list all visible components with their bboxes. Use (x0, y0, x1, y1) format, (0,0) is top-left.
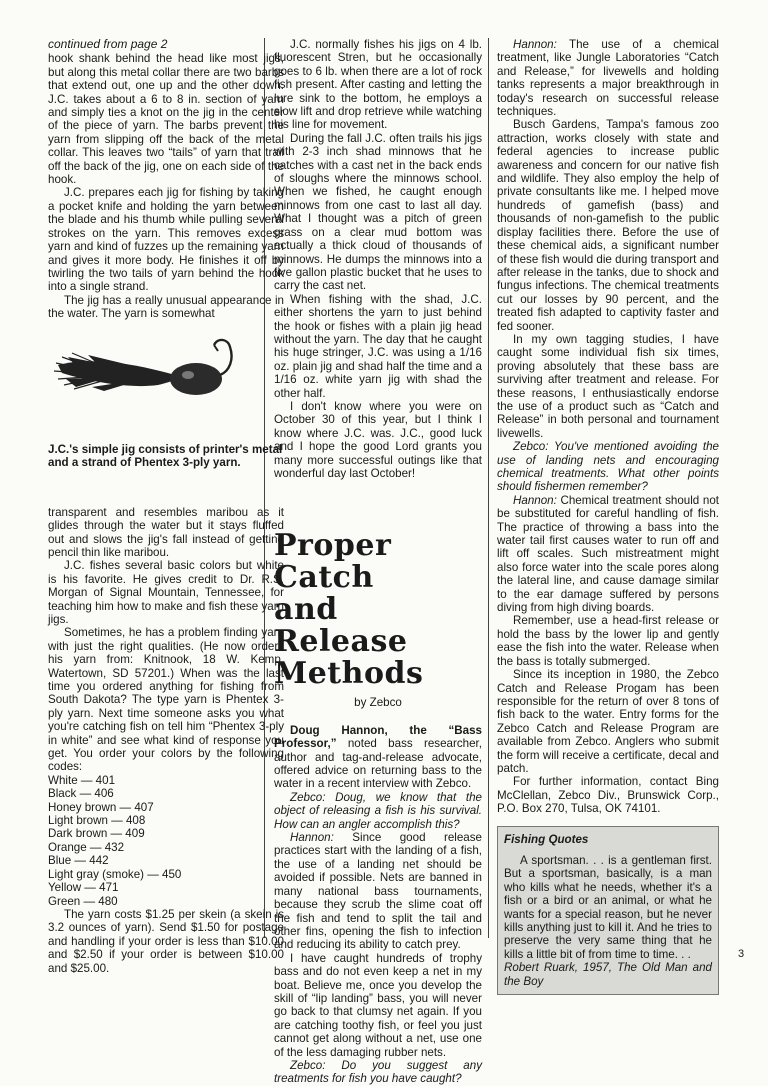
paragraph (497, 38, 719, 118)
paragraph: In my own tagging studies, I have caught some individual fish six times, proving absolutely that these bass are surviving after treatment and release. For these reasons, I enthusiastically endorse the use of a product such as “Catch and Release” in both personal and tournament livewells. (497, 332, 719, 440)
quote-text: A sportsman. . . is a gentleman first. But a sportsman, basically, is a man who kills what he needs, whether it's a fish or a bird or an animal, or what he wants for a special reason, but he never kills anything just to kill it. And he tries to preserve the very same thing that he kills a little bit of from time to time. . . (504, 853, 712, 961)
paragraph (274, 724, 482, 791)
list-item: Orange — 432 (48, 840, 125, 854)
column-middle (274, 38, 482, 1086)
figure-caption: J.C.'s simple jig consists of printer's metal and a strand of Phentex 3-ply yarn. (48, 442, 283, 470)
paragraph: J.C. prepares each jig for fishing by taking a pocket knife and holding the yarn between the blade and his thumb while pulling several strokes on the yarn. This removes excess yarn and kind of fuzzes up the remaining yarn and gives it more body. He finishes it off by twirling the two tails of yarn behind the hook into a single strand. (48, 186, 284, 294)
headline-line: Methods (274, 656, 424, 692)
headline-line: and Release (274, 592, 408, 660)
paragraph: transparent and resembles maribou as it glides through the water but it stays fluffed out and slows the jig's fall instead of getting pencil thin like maribou. (48, 505, 284, 559)
speaker-label: Hannon: (290, 831, 334, 845)
answer-text: Chemical treatment should not be substituted for careful handling of fish. The practice of throwing a bass into the water tail first causes water to run off and lift off scales. Such mistreatment might also force water into the scale pores along the lateral line, and cause damage similar to the ear damage suffered by persons diving from high diving boards. (497, 493, 719, 615)
list-item: Yellow — 471 (48, 881, 119, 895)
paragraph: hook shank behind the head like most jigs, but along this metal collar there are two barbs that extend out, one up and the other down. J.C. takes about a 6 to 8 in. section of yarn and simply ties a knot on the jig in the center of the piece of yarn. The barbs prevent the yarn from slipping off the back of the metal collar. This leaves two “tails” of yarn that trail off the back of the jig, one on each side of the hook. (48, 52, 284, 187)
paragraph: Since its inception in 1980, the Zebco Catch and Release Progam has been responsible for the return of over 8 tons of fish back to the water. Entry forms for the Zebco Catch and Release Program are available from Zebco. Anglers who submit the form will receive a certificate, decal and patch. (497, 668, 719, 775)
column-divider-right (488, 38, 489, 938)
column-left (48, 38, 284, 975)
color-code-list (48, 774, 284, 908)
paragraph (497, 494, 719, 615)
paragraph: When fishing with the shad, J.C. either shortens the yarn to just behind the hook or fishes with a plain jig head without the yarn. The day that he caught his huge stringer, J.C. was using a 1/16 oz. plain jig and shad half the time and a 1/16 oz. white yarn jig with shad the other half. (274, 292, 482, 400)
paragraph: The jig has a really unusual appearance in the water. The yarn is somewhat (48, 293, 284, 321)
jig-photo (48, 327, 284, 439)
interview-question: Zebco: You've mentioned avoiding the use of landing nets and encouraging chemical treatments. What other points should fishermen remember? (497, 440, 719, 494)
list-item: Black — 406 (48, 787, 114, 801)
paragraph: Busch Gardens, Tampa's famous zoo attraction, works closely with state and federal agencies to increase public awareness and concern for our native fish and wildlife. They also employ the help of private consultants like me. I helped move hundreds of gamefish (bass) and thousands of non-gamefish to the public display facilities there. Before the use of these chemical aids, a significant number of these fish would die during transport and after release in the tanks, due to shock and fungus infections. The chemical treatments cut our losses by 90 percent, and the treated fish adapted to captivity faster and fed sooner. (497, 118, 719, 333)
intro-bold: Doug Hannon, the “Bass Professor,” (274, 723, 482, 751)
paragraph: During the fall J.C. often trails his jigs with 2-3 inch shad minnows that he catches with a cast net in the back ends of sloughs where the minnows school. When we fished, he caught enough minnows from one cast to last all day. What I thought was a pitch of green grass on a clear mud bottom was actually a thick cloud of thousands of minnows. He dumps the minnows into a five gallon plastic bucket that he uses to carry the cast net. (274, 131, 482, 293)
paragraph: J.C. normally fishes his jigs on 4 lb. fluorescent Stren, but he occasionally goes to 6 lb. when there are a lot of rock fish present. After casting and letting the lure sink to the bottom, he employs a slow lift and drop retrieve while watching his line for movement. (274, 38, 482, 132)
interview-question: Zebco: Do you suggest any treatments for fish you have caught? (274, 1058, 482, 1086)
fishing-quotes-box (497, 826, 719, 995)
paragraph (274, 831, 482, 952)
speaker-label: Hannon: (513, 38, 557, 51)
quote-source: Robert Ruark, 1957, The Old Man and the Boy (504, 961, 712, 988)
list-item: Light gray (smoke) — 450 (48, 867, 182, 881)
paragraph: For further information, contact Bing McClellan, Zebco Div., Brunswick Corp., P.O. Box 270, Tulsa, OK 74101. (497, 775, 719, 816)
paragraph: The yarn costs $1.25 per skein (a skein is 3.2 ounces of yarn). Send $1.50 for postage and handling if your order is less than $10.00 and $2.50 if your order is between $10.00 and $25.00. (48, 907, 284, 975)
list-item: Dark brown — 409 (48, 827, 145, 841)
paragraph: I have caught hundreds of trophy bass and do not even keep a net in my boat. Believe me, once you develop the skill of “lip landing” bass, you will never go back to that clumsy net again. If you are catching toothy fish, or feel you just cannot get along without a net, use one of the less damaging rubber nets. (274, 951, 482, 1059)
list-item: Light brown — 408 (48, 814, 146, 828)
intro-text: noted bass researcher, author and tag-and-release advocate, offered advice on returning bass to the water in a recent interview with Zebco. (274, 737, 482, 791)
page-number: 3 (738, 948, 745, 960)
list-item: Honey brown — 407 (48, 800, 154, 814)
list-item: Green — 480 (48, 894, 118, 908)
speaker-label: Hannon: (513, 493, 557, 507)
quotes-title: Fishing Quotes (504, 832, 589, 846)
article-headline (274, 530, 482, 690)
list-item: Blue — 442 (48, 854, 109, 868)
paragraph: Sometimes, he has a problem finding yarn with just the right qualities. (He now orders his yarn from: Knitnook, 18 W. Kemp, Watertown, SD 57201.) When was the last time you ordered anything for fishing from South Dakota? The type yarn is Phentex 3-ply yarn. Next time someone asks you what you're catching fish on tell him “Phentex 3-ply in white” and see what kind of response you get. You order your colors by the following codes: (48, 626, 284, 774)
continued-note: continued from page 2 (48, 37, 168, 51)
column-right (497, 38, 719, 995)
answer-text: Since good release practices start with the landing of a fish, the use of a landing net should be avoided if possible. Nets are banned in many national bass tournaments, because they scrub the slime coat off the fish and tend to split the tail and other fins, opening the fish to infection and reducing its ability to catch prey. (274, 831, 482, 952)
byline: by Zebco (354, 696, 402, 710)
paragraph: Remember, use a head-first release or hold the bass by the lower lip and gently ease the fish into the water. Release when the bass is totally submerged. (497, 614, 719, 668)
interview-question: Zebco: Doug, we know that the object of releasing a fish is his survival. How can an angler accomplish this? (274, 790, 482, 831)
answer-text: The use of a chemical treatment, like Jungle Laboratories “Catch and Release,” for livewells and holding tanks represents a major breakthrough in today's research on successful release techniques. (497, 38, 719, 119)
paragraph: J.C. fishes several basic colors but white is his favorite. He gives credit to Dr. R.S. Morgan of Signal Mountain, Tennessee, for teaching him how to make and fish these yarn jigs. (48, 559, 284, 626)
list-item: White — 401 (48, 773, 116, 787)
headline-line: Proper Catch (274, 528, 392, 596)
paragraph: I don't know where you were on October 30 of this year, but I think I know where J.C. was. J.C., good luck and I hope the good Lord grants you many more successful outings like that wonderful day last October! (274, 399, 482, 480)
